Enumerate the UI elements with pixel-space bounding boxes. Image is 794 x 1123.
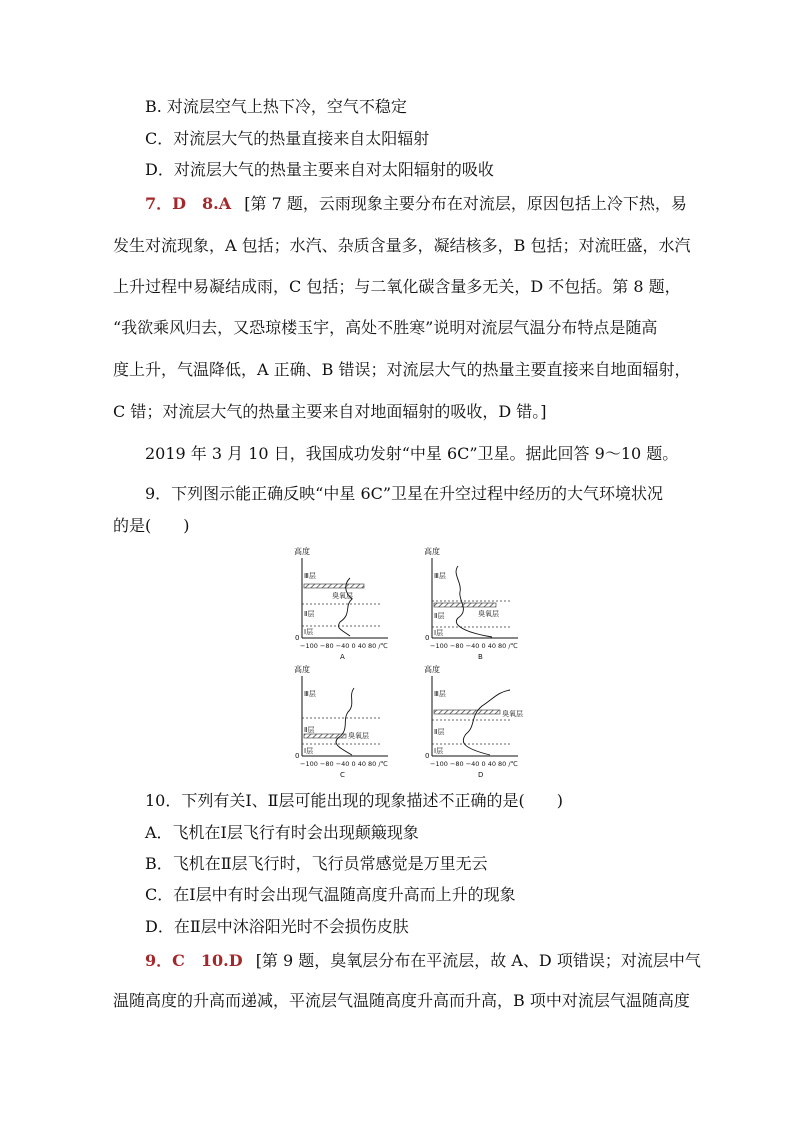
answer-7-8-line-4: “我欲乘风归去，又恐琼楼玉宇，高处不胜寒”说明对流层气温分布特点是随高: [113, 318, 658, 337]
svg-text:Ⅱ层: Ⅱ层: [434, 612, 445, 620]
svg-text:Ⅰ层: Ⅰ层: [304, 747, 314, 755]
q8-option-d: D．对流层大气的热量主要来自对太阳辐射的吸收: [145, 160, 494, 179]
svg-text:Ⅲ层: Ⅲ层: [304, 572, 316, 580]
q10-option-a: A．飞机在Ⅰ层飞行有时会出现颠簸现象: [145, 823, 419, 842]
svg-text:臭氧层: 臭氧层: [348, 732, 369, 740]
temperature-curve: [456, 566, 492, 637]
answer-7-8-line-1: [145, 194, 687, 214]
svg-text:−100 −80 −40 0 40 80 /℃: −100 −80 −40 0 40 80 /℃: [430, 642, 518, 650]
svg-text:Ⅲ层: Ⅲ层: [304, 690, 316, 698]
svg-text:高度: 高度: [424, 665, 440, 674]
explanation-text: [第 9 题，臭氧层分布在平流层，故 A、D 项错误；对流层中气: [255, 951, 701, 970]
svg-text:C: C: [340, 771, 345, 779]
svg-text:高度: 高度: [294, 665, 310, 674]
figure-panel-c: [292, 662, 422, 780]
q8-option-b: B. 对流层空气上热下冷，空气不稳定: [145, 97, 407, 116]
answer-7-8-line-2: 发生对流现象，A 包括；水汽、杂质含量多，凝结核多，B 包括；对流旺盛，水汽: [113, 236, 691, 255]
figure-panel-b: [422, 544, 552, 662]
answer-7-8-line-3: 上升过程中易凝结成雨，C 包括；与二氧化碳含量多无关，D 不包括。第 8 题，: [113, 277, 681, 296]
answer-key-7-8: 7．D 8.A: [145, 194, 232, 213]
svg-text:B: B: [478, 653, 483, 661]
q10-option-b: B．飞机在Ⅱ层飞行时，飞行员常感觉是万里无云: [145, 854, 488, 873]
svg-text:高度: 高度: [424, 547, 440, 556]
q8-option-c: C．对流层大气的热量直接来自太阳辐射: [145, 129, 430, 148]
svg-text:Ⅲ层: Ⅲ层: [434, 690, 446, 698]
q10-option-c: C．在Ⅰ层中有时会出现气温随高度升高而上升的现象: [145, 885, 516, 904]
explanation-text: [第 7 题，云雨现象主要分布在对流层，原因包括上冷下热，易: [244, 194, 687, 213]
svg-text:Ⅱ层: Ⅱ层: [304, 610, 315, 618]
question-10-stem: 10．下列有关Ⅰ、Ⅱ层可能出现的现象描述不正确的是( ): [145, 791, 564, 810]
svg-text:Ⅱ层: Ⅱ层: [434, 728, 445, 736]
svg-text:0: 0: [295, 634, 300, 642]
answer-key-9-10: 9．C 10.D: [145, 951, 243, 970]
svg-text:0: 0: [425, 634, 430, 642]
svg-text:Ⅰ层: Ⅰ层: [434, 629, 444, 637]
figure-panel-a: [292, 544, 422, 662]
svg-text:Ⅱ层: Ⅱ层: [304, 726, 315, 734]
temperature-curve: [463, 690, 510, 755]
svg-text:臭氧层: 臭氧层: [478, 610, 499, 618]
svg-text:臭氧层: 臭氧层: [502, 710, 523, 718]
svg-text:A: A: [340, 653, 345, 661]
svg-text:Ⅰ层: Ⅰ层: [434, 747, 444, 755]
svg-text:−100 −80 −40 0 40 80 /℃: −100 −80 −40 0 40 80 /℃: [300, 760, 388, 768]
figure-panel-d: [422, 662, 552, 780]
svg-text:−100 −80 −40 0 40 80 /℃: −100 −80 −40 0 40 80 /℃: [430, 760, 518, 768]
question-9-line-1: 9．下列图示能正确反映“中星 6C”卫星在升空过程中经历的大气环境状况: [145, 484, 664, 503]
answer-9-10-line-1: [145, 951, 701, 971]
ozone-band: [304, 584, 364, 588]
answer-9-10-line-2: 温随高度的升高而递减，平流层气温随高度升高而升高，B 项中对流层气温随高度: [113, 991, 690, 1010]
answer-7-8-line-6: C 错；对流层大气的热量主要来自对地面辐射的吸收，D 错。]: [113, 402, 547, 421]
q10-option-d: D．在Ⅱ层中沐浴阳光时不会损伤皮肤: [145, 917, 409, 936]
svg-text:臭氧层: 臭氧层: [332, 592, 353, 600]
svg-text:Ⅲ层: Ⅲ层: [434, 572, 446, 580]
temperature-curve: [336, 688, 354, 755]
answer-7-8-line-5: 度上升，气温降低，A 正确、B 错误；对流层大气的热量主要直接来自地面辐射，: [113, 360, 691, 379]
svg-text:0: 0: [295, 752, 300, 760]
svg-text:0: 0: [425, 752, 430, 760]
y-axis-label: 高度: [294, 547, 310, 556]
question-9-line-2: 的是( ): [113, 516, 190, 535]
svg-text:−100 −80 −40 0 40 80 /℃: −100 −80 −40 0 40 80 /℃: [300, 642, 388, 650]
svg-text:D: D: [478, 771, 484, 779]
svg-text:Ⅰ层: Ⅰ层: [304, 628, 314, 636]
material-intro: 2019 年 3 月 10 日，我国成功发射“中星 6C”卫星。据此回答 9～10 题。: [145, 444, 679, 463]
